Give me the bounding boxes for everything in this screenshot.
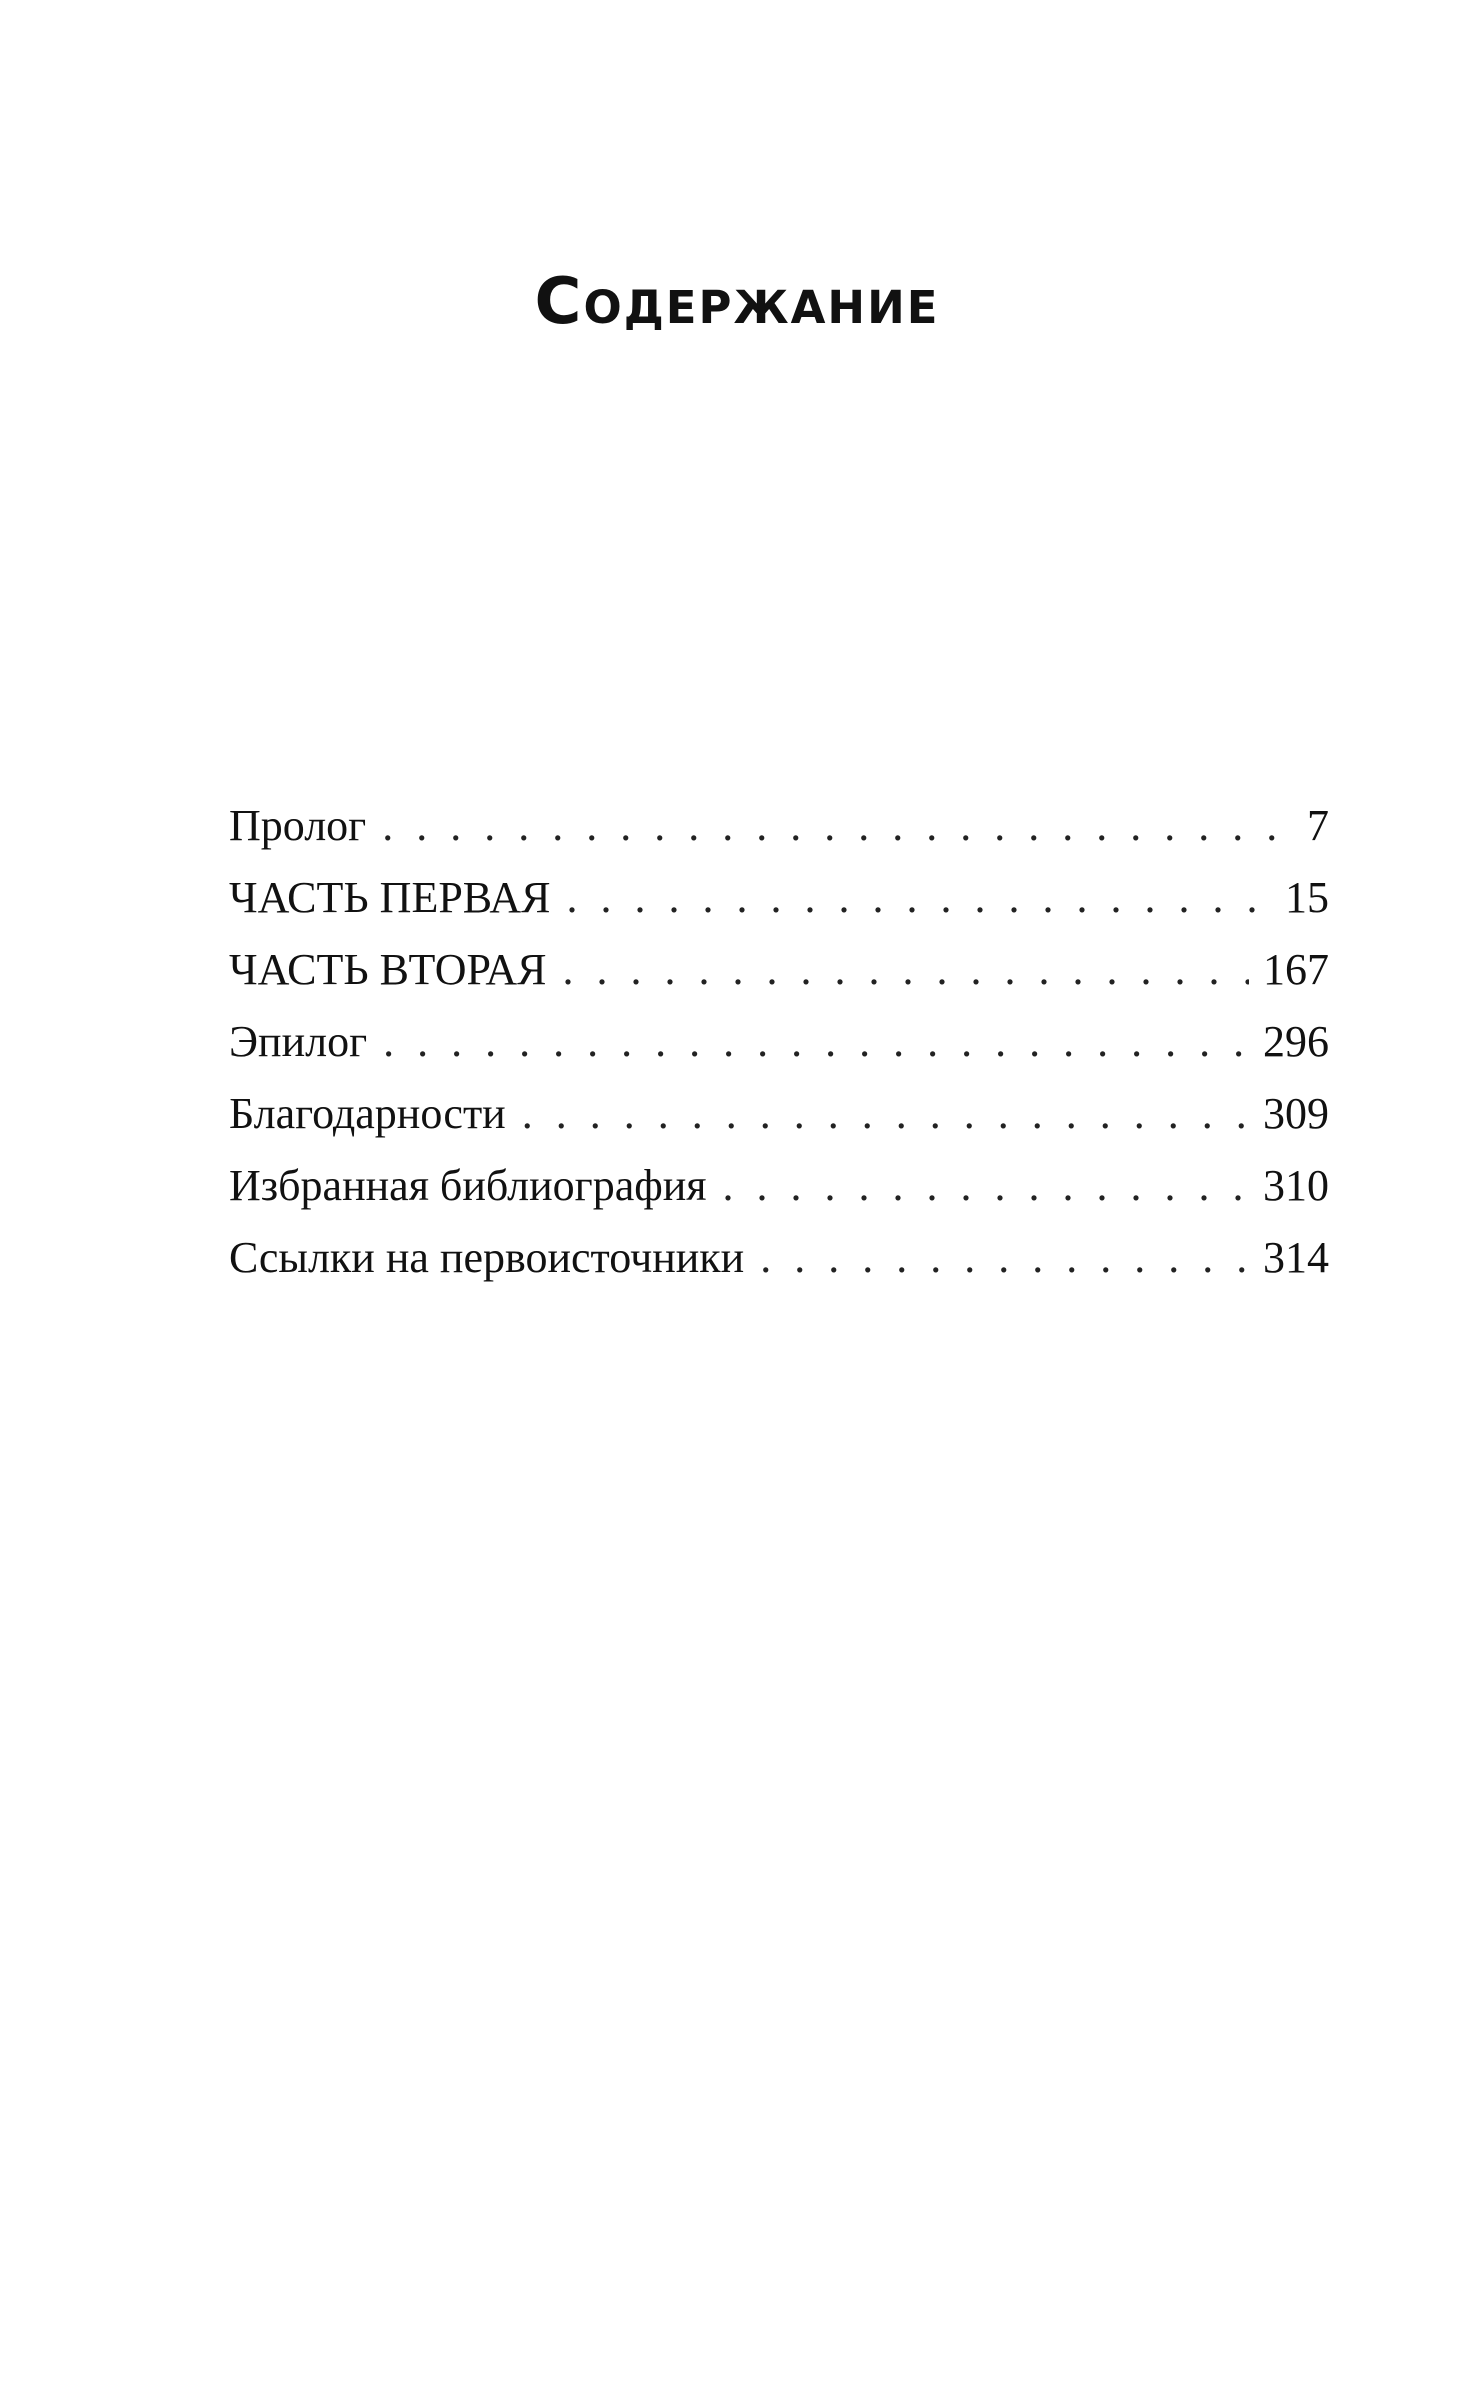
toc-page-number: 296 xyxy=(1263,1017,1329,1066)
toc-entry-label: ЧАСТЬ ПЕРВАЯ xyxy=(229,873,551,922)
dot-leader xyxy=(567,862,1272,934)
toc-page-number: 310 xyxy=(1263,1161,1329,1210)
toc-entry-bibliography[interactable] xyxy=(229,1150,1329,1222)
toc-page-number: 314 xyxy=(1263,1233,1329,1282)
dot-leader xyxy=(383,1006,1249,1078)
dot-leader xyxy=(760,1222,1249,1294)
toc-entry-sources[interactable] xyxy=(229,1222,1329,1294)
toc-entry-label: Благодарности xyxy=(229,1089,506,1138)
toc-page-number: 167 xyxy=(1263,945,1329,994)
toc-entry-label: Ссылки на первоисточники xyxy=(229,1233,745,1282)
toc-page-number: 7 xyxy=(1307,801,1329,850)
toc-entry-label: ЧАСТЬ ВТОРАЯ xyxy=(229,945,547,994)
dot-leader xyxy=(522,1078,1249,1150)
table-of-contents xyxy=(229,790,1329,1294)
toc-entry-label: Избранная библиография xyxy=(229,1161,707,1210)
dot-leader xyxy=(562,934,1249,1006)
toc-page-number: 15 xyxy=(1285,873,1329,922)
toc-entry-part-one[interactable] xyxy=(229,862,1329,934)
toc-entry-label: Пролог xyxy=(229,801,367,850)
toc-entry-acknowledgements[interactable] xyxy=(229,1078,1329,1150)
dot-leader xyxy=(723,1150,1249,1222)
page-title: Содержание xyxy=(534,265,940,339)
toc-entry-epilogue[interactable] xyxy=(229,1006,1329,1078)
dot-leader xyxy=(382,790,1293,862)
toc-page-number: 309 xyxy=(1263,1089,1329,1138)
toc-entry-prologue[interactable] xyxy=(229,790,1329,862)
toc-entry-label: Эпилог xyxy=(229,1017,368,1066)
toc-entry-part-two[interactable] xyxy=(229,934,1329,1006)
